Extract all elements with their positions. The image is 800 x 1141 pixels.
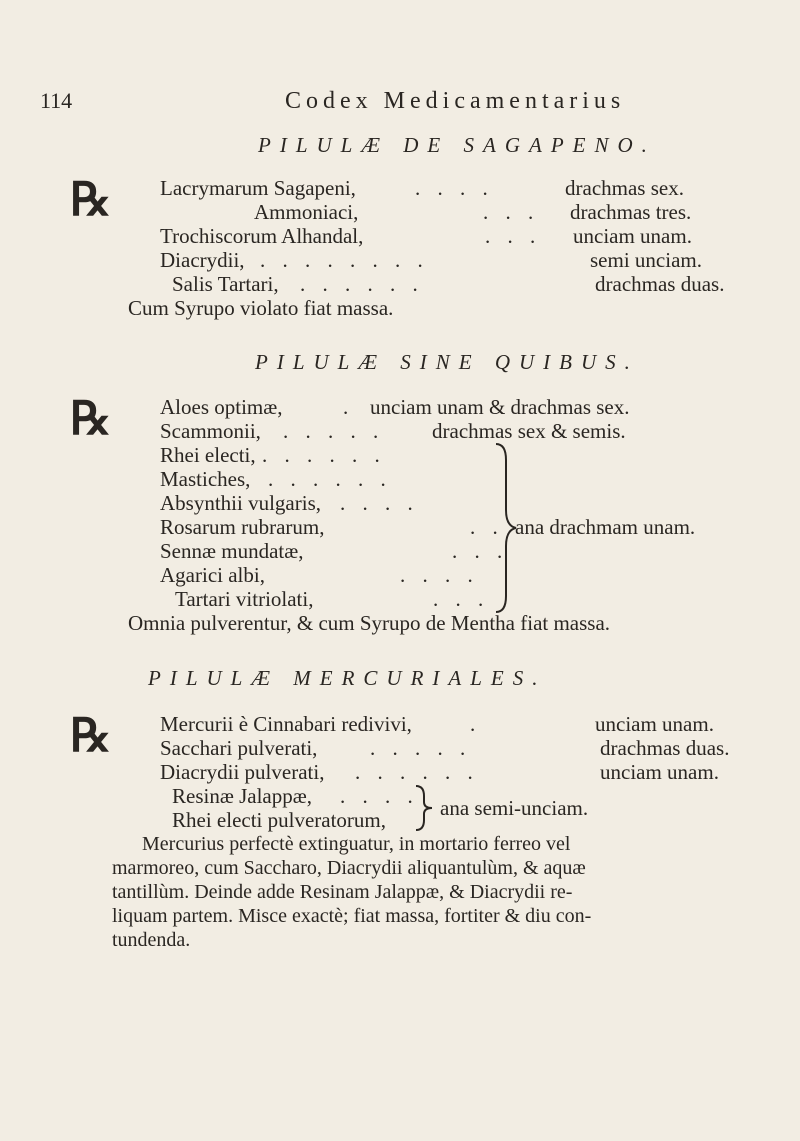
ingredient-name: Aloes optimæ, [160,395,283,419]
ingredient-quantity: unciam unam. [573,224,692,248]
ingredient-name: Diacrydii pulverati, [160,760,325,784]
leader-dots: . . . [485,224,542,248]
leader-dots: . . . . . [283,419,385,443]
ingredient-name: Rhei electi pulveratorum, [172,808,387,832]
page-header [0,88,800,118]
paragraph-line: marmoreo, cum Saccharo, Diacrydii aliquantulùm, & aquæ [112,857,586,879]
ingredient-quantity: unciam unam. [600,760,719,784]
section-heading-sagapeno: PILULÆ DE SAGAPENO. [258,133,656,157]
ingredient-name: Agarici albi, [160,563,265,587]
recipe-symbol: ℞ [70,391,112,445]
leader-dots: . . . . . . . . [260,248,429,272]
ingredient-name: Mastiches, [160,467,251,491]
leader-dots: . . . . . [370,736,472,760]
section-heading-sine-quibus: PILULÆ SINE QUIBUS. [255,350,639,374]
leader-dots: . . . . . . [262,443,386,467]
paragraph-line: liquam partem. Misce exactè; fiat massa, fortiter & diu con- [112,905,592,927]
paragraph-line: tundenda. [112,929,191,951]
preparation-instruction: Omnia pulverentur, & cum Syrupo de Mentha fiat massa. [128,611,611,635]
paragraph-line: tantillùm. Deinde adde Resinam Jalappæ, & Diacrydii re- [112,881,573,903]
leader-dots: . . [470,515,504,539]
ingredient-quantity: unciam unam & drachmas sex. [370,395,630,419]
ingredient-name: Scammonii, [160,419,261,443]
section-heading-mercuriales: PILULÆ MERCURIALES. [148,666,547,690]
leader-dots: . . . . [400,563,479,587]
ingredient-name: Tartari vitriolati, [175,587,314,611]
leader-dots: . . . . [415,176,494,200]
grouping-brace [412,782,438,834]
paragraph-line: Mercurius perfectè extinguatur, in mortario ferreo vel [142,833,571,855]
preparation-instruction: Cum Syrupo violato fiat massa. [128,296,394,320]
ingredient-quantity: drachmas sex. [565,176,684,200]
ingredient-name: Rosarum rubrarum, [160,515,325,539]
leader-dots: . . . [433,587,490,611]
group-quantity: ana semi-unciam. [440,796,589,820]
leader-dots: . . . [483,200,540,224]
leader-dots: . . . . [340,784,419,808]
ingredient-quantity: drachmas duas. [600,736,730,760]
ingredient-name: Ammoniaci, [254,200,359,224]
ingredient-name: Salis Tartari, [172,272,279,296]
leader-dots: . . . . . . [300,272,424,296]
ingredient-quantity: unciam unam. [595,712,714,736]
page-number: 114 [40,88,73,113]
leader-dots: . . . . . . [268,467,392,491]
leader-dots: . . . . . . [355,760,479,784]
leader-dots: . [470,712,482,736]
ingredient-name: Sennæ mundatæ, [160,539,304,563]
ingredient-quantity: drachmas sex & semis. [432,419,626,443]
leader-dots: . . . . [340,491,419,515]
recipe-symbol: ℞ [70,172,112,226]
ingredient-name: Absynthii vulgaris, [160,491,321,515]
ingredient-quantity: drachmas tres. [570,200,692,224]
ingredient-quantity: semi unciam. [590,248,702,272]
leader-dots: . [343,395,355,419]
running-title: Codex Medicamentarius [285,88,626,114]
recipe-symbol: ℞ [70,708,112,762]
ingredient-name: Rhei electi, [160,443,256,467]
ingredient-quantity: drachmas duas. [595,272,725,296]
group-quantity: ana drachmam unam. [515,515,696,539]
ingredient-name: Resinæ Jalappæ, [172,784,312,808]
leader-dots: . . . [452,539,509,563]
ingredient-name: Mercurii è Cinnabari redivivi, [160,712,412,736]
ingredient-name: Trochiscorum Alhandal, [160,224,364,248]
ingredient-name: Diacrydii, [160,248,245,272]
ingredient-name: Lacrymarum Sagapeni, [160,176,356,200]
ingredient-name: Sacchari pulverati, [160,736,318,760]
